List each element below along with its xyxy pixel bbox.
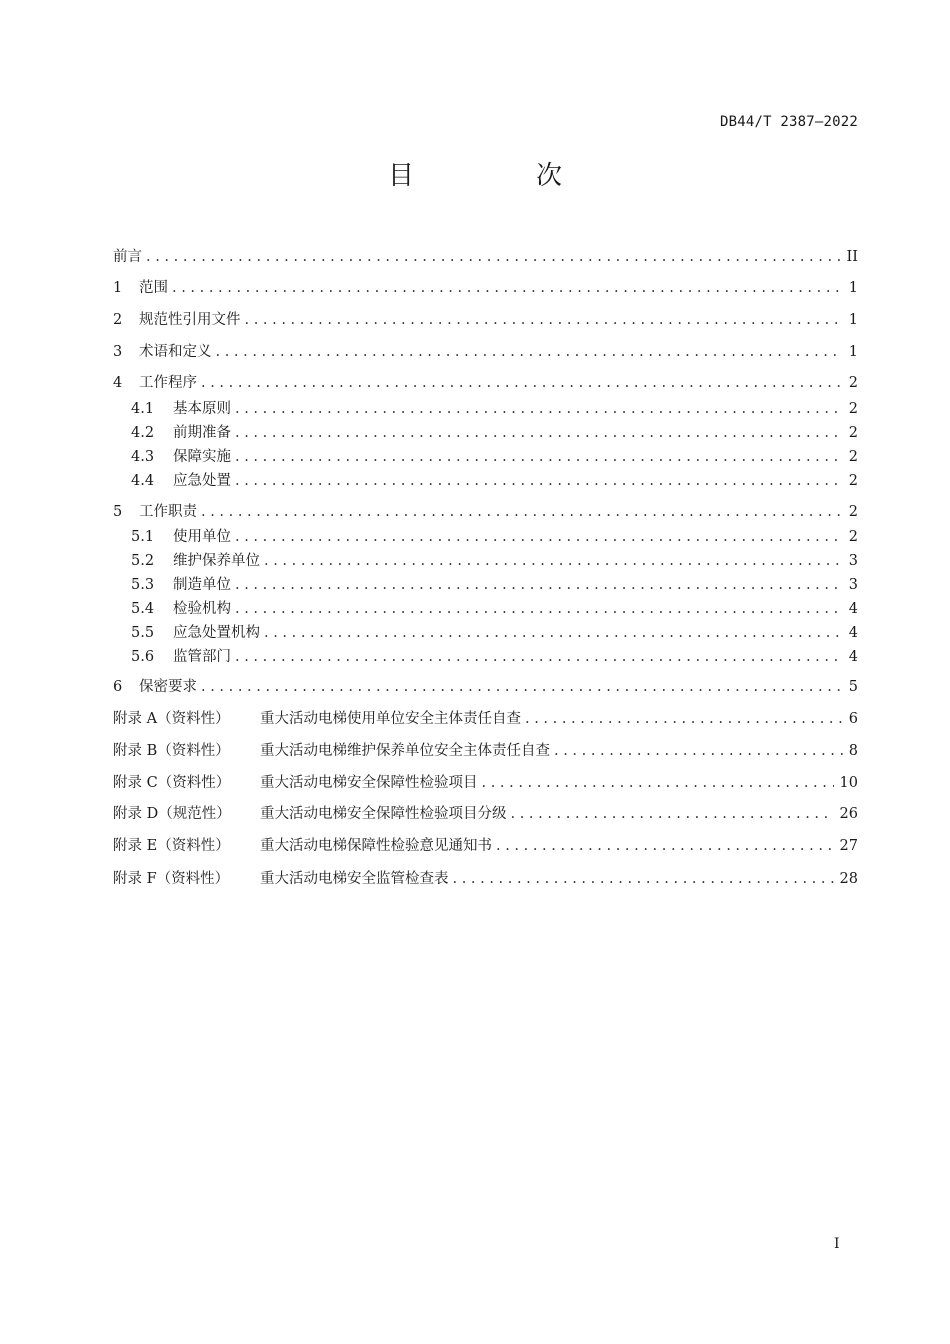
toc-entry-page: 6 [848,711,858,727]
toc-entry-page: 2 [848,425,858,441]
footer-page-number: I [834,1236,840,1252]
toc-entry-4-3[interactable] [131,446,858,468]
toc-entry-page: 4 [848,601,858,617]
toc-entry-title: 范围 [139,280,168,296]
dot-leader [264,622,843,644]
toc-entry-5-1[interactable] [131,526,858,548]
toc-entry-page: 4 [848,649,858,665]
toc-entry-number: 5.5 [131,625,155,641]
dot-leader [511,803,834,825]
toc-entry-number: 6 [113,679,123,695]
toc-entry-title: 保障实施 [173,449,231,465]
toc-entry-number: 5.6 [131,649,155,665]
toc-entry-annex-label: 附录 E（资料性） [113,838,230,854]
toc-entry-title: 保密要求 [139,679,197,695]
toc-entry-title: 重大活动电梯安全保障性检验项目分级 [260,806,507,822]
toc-entry-title: 工作程序 [139,375,197,391]
toc-entry-title: 前期准备 [173,425,231,441]
toc-entry-title: 重大活动电梯保障性检验意见通知书 [260,838,492,854]
toc-entry-page: 8 [848,743,858,759]
toc-entry-page: 5 [848,679,858,695]
toc-entry-foreword[interactable] [113,246,858,268]
dot-leader [235,646,843,668]
toc-entry-number: 4 [113,375,123,391]
dot-leader [264,550,843,572]
toc-entry-normative-references[interactable] [113,309,858,331]
toc-entry-5-2[interactable] [131,550,858,572]
dot-leader [216,341,843,363]
toc-entry-5-3[interactable] [131,574,858,596]
dot-leader [172,277,843,299]
toc-entry-title: 使用单位 [173,529,231,545]
toc-entry-page: 1 [848,312,858,328]
toc-entry-4-4[interactable] [131,470,858,492]
toc-entry-title: 制造单位 [173,577,231,593]
document-code: DB44/T 2387—2022 [719,114,858,130]
toc-entry-number: 5 [113,504,123,520]
toc-entry-annex-label: 附录 F（资料性） [113,871,230,887]
toc-entry-title: 监管部门 [173,649,231,665]
toc-entry-page: 1 [848,280,858,296]
toc-entry-title: 检验机构 [173,601,231,617]
toc-entry-number: 4.3 [131,449,155,465]
dot-leader [453,868,834,890]
toc-entry-page: 3 [848,553,858,569]
toc-entry-title: 维护保养单位 [173,553,260,569]
dot-leader [235,574,843,596]
toc-entry-number: 3 [113,344,123,360]
toc-entry-responsibilities[interactable] [113,501,858,523]
toc-entry-terms[interactable] [113,341,858,363]
toc-entry-number: 2 [113,312,123,328]
toc-entry-title: 规范性引用文件 [139,312,241,328]
toc-entry-title: 重大活动电梯安全监管检查表 [260,871,449,887]
toc-entry-title: 重大活动电梯使用单位安全主体责任自查 [260,711,521,727]
toc-entry-title: 重大活动电梯维护保养单位安全主体责任自查 [260,743,550,759]
toc-entry-5-5[interactable] [131,622,858,644]
toc-entry-annex-c[interactable] [113,772,858,794]
toc-entry-annex-label: 附录 D（规范性） [113,806,231,822]
toc-entry-annex-label: 附录 B（资料性） [113,743,230,759]
toc-entry-4-1[interactable] [131,398,858,420]
toc-entry-scope[interactable] [113,277,858,299]
toc-entry-title: 应急处置机构 [173,625,260,641]
toc-entry-page: 2 [848,449,858,465]
toc-entry-5-6[interactable] [131,646,858,668]
toc-entry-annex-label: 附录 C（资料性） [113,775,231,791]
toc-entry-title: 工作职责 [139,504,197,520]
toc-entry-number: 5.1 [131,529,155,545]
toc-entry-annex-e[interactable] [113,835,858,857]
toc-entry-page: 2 [848,473,858,489]
toc-entry-page: 28 [839,871,858,887]
toc-entry-number: 4.1 [131,401,155,417]
dot-leader [554,740,843,762]
toc-entry-annex-label: 附录 A（资料性） [113,711,230,727]
toc-entry-title: 应急处置 [173,473,231,489]
toc-entry-page: 10 [839,775,858,791]
toc-entry-page: 2 [848,375,858,391]
dot-leader [201,372,843,394]
toc-entry-annex-d[interactable] [113,803,858,825]
toc-entry-page: 2 [848,504,858,520]
dot-leader [235,398,843,420]
toc-entry-number: 4.4 [131,473,155,489]
toc-entry-annex-b[interactable] [113,740,858,762]
toc-entry-number: 5.4 [131,601,155,617]
toc-entry-number: 4.2 [131,425,155,441]
dot-leader [235,446,843,468]
toc-entry-page: II [846,249,858,265]
dot-leader [235,470,843,492]
dot-leader [496,835,834,857]
dot-leader [525,708,843,730]
dot-leader [146,246,841,268]
dot-leader [235,422,843,444]
toc-entry-confidentiality[interactable] [113,676,858,698]
toc-entry-title: 术语和定义 [139,344,212,360]
toc-entry-page: 2 [848,401,858,417]
toc-entry-page: 3 [848,577,858,593]
toc-entry-number: 5.2 [131,553,155,569]
toc-entry-title: 前言 [113,249,142,265]
toc-entry-page: 26 [839,806,858,822]
toc-entry-title: 重大活动电梯安全保障性检验项目 [260,775,478,791]
toc-title: 目 次 [387,161,610,191]
toc-entry-annex-f[interactable] [113,868,858,890]
dot-leader [482,772,834,794]
toc-entry-page: 27 [839,838,858,854]
dot-leader [201,676,843,698]
toc-entry-page: 2 [848,529,858,545]
toc-entry-number: 5.3 [131,577,155,593]
toc-entry-annex-a[interactable] [113,708,858,730]
toc-entry-4-2[interactable] [131,422,858,444]
toc-entry-procedure[interactable] [113,372,858,394]
dot-leader [245,309,843,331]
toc-entry-page: 4 [848,625,858,641]
dot-leader [235,526,843,548]
dot-leader [235,598,843,620]
toc-entry-title: 基本原则 [173,401,231,417]
dot-leader [201,501,843,523]
toc-entry-page: 1 [848,344,858,360]
toc-entry-5-4[interactable] [131,598,858,620]
toc-entry-number: 1 [113,280,123,296]
